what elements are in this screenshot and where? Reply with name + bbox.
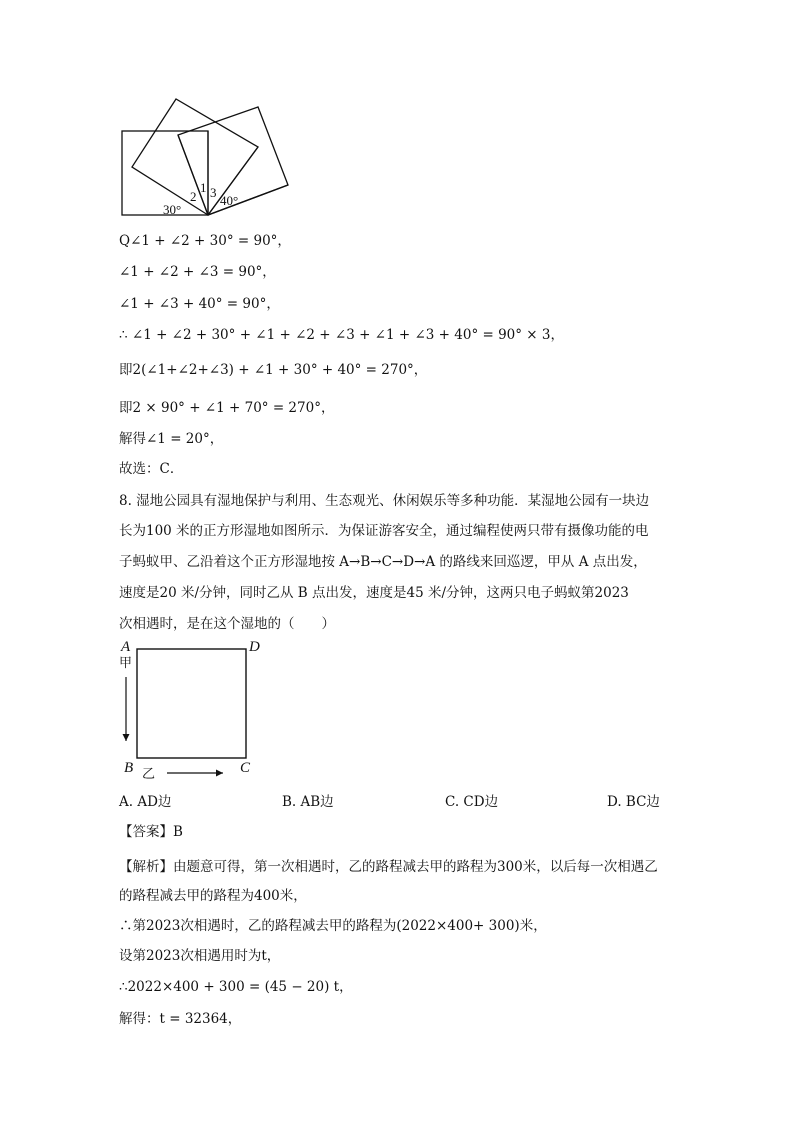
option-A: A. AD边 [119,794,172,810]
wetland-square [137,649,246,758]
solution-line-5: 即2(∠1+∠2+∠3) + ∠1 + 30° + 40° = 270°， [119,362,428,378]
analysis-line-3: ∴第2023次相遇时，乙的路程减去甲的路程为(2022×400+ 300)米， [119,918,547,934]
vertex-C-label: C [240,760,251,776]
vertex-B-label: B [124,760,134,776]
analysis-line-2: 的路程减去甲的路程为400米， [119,888,307,904]
solution-line-6: 即2 × 90° + ∠1 + 70° = 270°， [119,400,335,416]
analysis-line-6: 解得：t = 32364， [119,1011,242,1027]
angle-30-label: 30° [163,202,182,217]
option-B: B. AB边 [282,794,334,810]
angle-40-label: 40° [220,193,239,208]
analysis-line-4: 设第2023次相遇用时为t， [119,948,281,964]
rotated-squares-figure [110,95,310,225]
angle-1-label: 1 [200,180,207,195]
question8-line-1: 8. 湿地公园具有湿地保护与利用、生态观光、休闲娱乐等多种功能．某湿地公园有一块边 [119,493,650,509]
question8-line-3: 子蚂蚁甲、乙沿着这个正方形湿地按 A→B→C→D→A 的路线来回巡逻，甲从 A 点出发， [119,554,647,570]
option-D: D. BC边 [607,794,660,810]
solution-line-7: 解得∠1 = 20°， [119,431,224,447]
solution-line-4: ∴ ∠1 + ∠2 + 30° + ∠1 + ∠2 + ∠3 + ∠1 + ∠3 + 40° = 90° × 3， [119,327,564,343]
solution-line-1: Q∠1 + ∠2 + 30° = 90°， [119,233,291,249]
analysis-line-5: ∴2022×400 + 300 = (45 − 20) t， [119,979,353,995]
analysis-line-1: 【解析】由题意可得，第一次相遇时，乙的路程减去甲的路程为300米，以后每一次相遇乙 [119,859,658,875]
question8-line-2: 长为100 米的正方形湿地如图所示．为保证游客安全，通过编程使两只带有摄像功能的电 [119,523,649,539]
solution-line-3: ∠1 + ∠3 + 40° = 90°， [119,296,280,312]
ant-yi-label: 乙 [142,766,156,781]
option-C: C. CD边 [445,794,499,810]
solution-line-2: ∠1 + ∠2 + ∠3 = 90°， [119,264,276,280]
angle-2-label: 2 [190,189,197,204]
question8-line-4: 速度是20 米/分钟，同时乙从 B 点出发，速度是45 米/分钟，这两只电子蚂蚁第2023 [119,585,629,601]
solution-line-8: 故选：C． [119,461,184,477]
ant-jia-label: 甲 [119,655,133,670]
vertex-A-label: A [121,639,131,655]
answer-label: 【答案】B [119,824,183,840]
vertex-D-label: D [249,639,260,655]
question8-line-5: 次相遇时，是在这个湿地的（ ） [119,616,335,632]
angle-3-label: 3 [210,185,217,200]
square-wetland-figure [115,635,265,785]
